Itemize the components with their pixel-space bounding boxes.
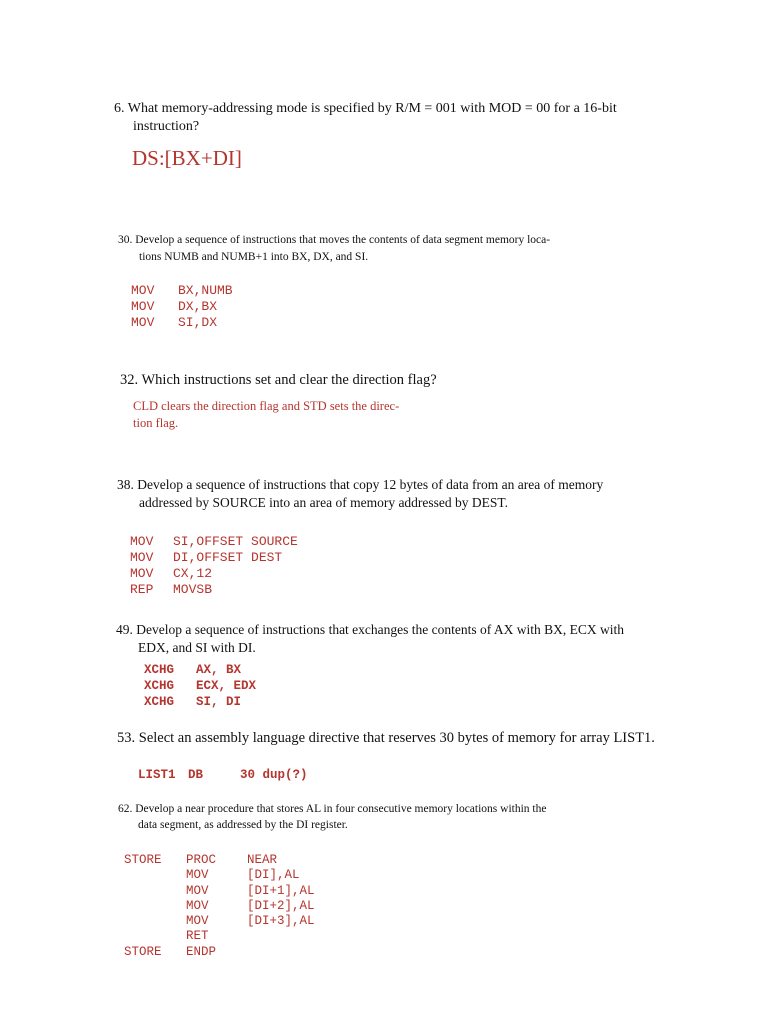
- question-text: What memory-addressing mode is specified by R/M = 001 with MOD = 00 for a 16-bit: [127, 101, 617, 116]
- code-block-38: [130, 534, 298, 598]
- question-text: Select an assembly language directive that reserves 30 bytes of memory for array LIST1.: [138, 730, 655, 746]
- question-text: Develop a sequence of instructions that exchanges the contents of AX with BX, ECX with: [136, 622, 625, 637]
- question-number: 32.: [120, 372, 139, 388]
- code-line: STORE PROC NEAR: [124, 853, 278, 867]
- question-number: 30.: [118, 234, 133, 246]
- question-number: 53.: [117, 730, 136, 746]
- question-text-continued: addressed by SOURCE into an area of memory addressed by DEST.: [139, 495, 509, 510]
- question-38: [117, 476, 677, 512]
- question-text: Develop a near procedure that stores AL in four consecutive memory locations within the: [135, 803, 547, 815]
- code-line: MOV [DI+1],AL: [186, 883, 315, 898]
- code-line: XCHG SI, DI: [144, 695, 242, 709]
- question-49: [116, 621, 676, 657]
- question-number: 62.: [118, 803, 133, 815]
- question-53: [117, 729, 697, 747]
- question-text: Develop a sequence of instructions that moves the contents of data segment memory loca-: [135, 234, 551, 246]
- code-line: MOV BX,NUMB: [131, 283, 233, 298]
- code-line: REP MOVSB: [130, 582, 213, 597]
- code-line: XCHG AX, BX: [144, 663, 242, 677]
- question-number: 6.: [114, 101, 125, 116]
- question-text-continued: EDX, and SI with DI.: [138, 640, 256, 655]
- question-6: [114, 100, 674, 136]
- answer-text: CLD clears the direction flag and STD sets the direc-: [133, 399, 400, 413]
- code-line: MOV DX,BX: [131, 299, 218, 314]
- question-62: [118, 801, 678, 833]
- code-line: MOV [DI+3],AL: [186, 914, 315, 929]
- question-text-continued: tions NUMB and NUMB+1 into BX, DX, and SI.: [139, 251, 369, 263]
- question-30: [118, 232, 678, 266]
- question-number: 38.: [117, 477, 134, 492]
- code-line: RET: [186, 929, 209, 944]
- question-text: Which instructions set and clear the direction flag?: [141, 372, 437, 388]
- answer-32: [133, 398, 399, 432]
- code-block-53: [138, 767, 308, 783]
- code-block-49: [144, 662, 256, 710]
- question-text-continued: instruction?: [133, 119, 200, 134]
- code-block-30: [131, 283, 233, 331]
- code-line: MOV CX,12: [130, 566, 213, 581]
- answer-text-continued: tion flag.: [133, 416, 179, 430]
- code-line: MOV DI,OFFSET DEST: [130, 550, 283, 565]
- answer-6: DS:[BX+DI]: [132, 146, 242, 170]
- question-text: Develop a sequence of instructions that copy 12 bytes of data from an area of memory: [137, 477, 604, 492]
- code-line: STORE ENDP: [124, 944, 217, 959]
- code-block-62: [124, 853, 315, 960]
- code-line: MOV SI,DX: [131, 315, 218, 330]
- question-number: 49.: [116, 622, 133, 637]
- question-text-continued: data segment, as addressed by the DI register.: [138, 819, 348, 831]
- code-line: MOV [DI+2],AL: [186, 898, 315, 913]
- code-line: XCHG ECX, EDX: [144, 679, 257, 693]
- question-32: [120, 371, 680, 389]
- code-line: MOV [DI],AL: [186, 868, 300, 883]
- code-line: MOV SI,OFFSET SOURCE: [130, 534, 298, 549]
- code-line: LIST1 DB 30 dup(?): [138, 768, 308, 782]
